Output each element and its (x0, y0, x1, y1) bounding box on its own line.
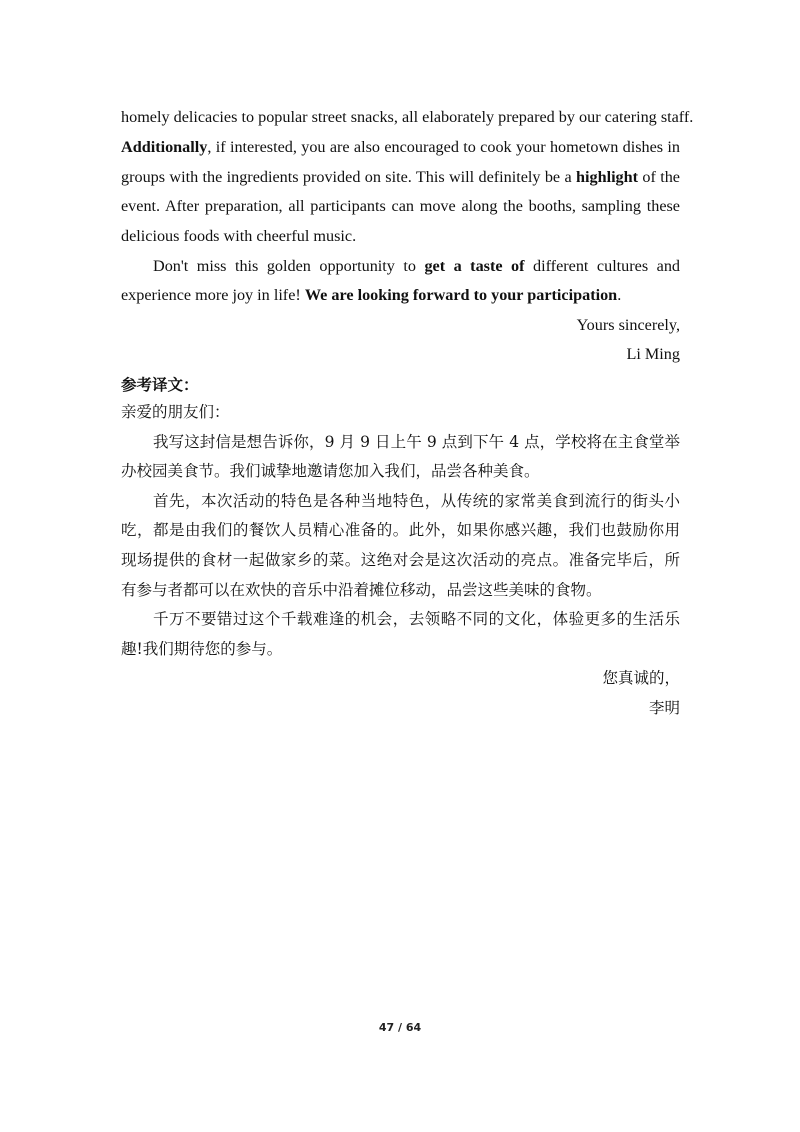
english-p1-line4: event. After preparation, all participants can move along the booths, sampling these (121, 197, 680, 215)
english-p1-line2 (121, 137, 680, 157)
bold-phrase-highlight: highlight (575, 168, 639, 186)
english-p1-line3 (121, 167, 680, 187)
english-p2-line2 (121, 285, 680, 305)
bold-phrase-get-a-taste-of: get a taste of (424, 257, 525, 275)
english-p2-line2-pre: experience more joy in life! (121, 286, 305, 304)
translation-p2-line2: 吃，都是由我们的餐饮人员精心准备的。此外，如果你感兴趣，我们也鼓励你用 (121, 521, 680, 539)
translation-p2-line1: 首先，本次活动的特色是各种当地特色，从传统的家常美食到流行的街头小 (153, 492, 680, 510)
english-p2-line1-pre: Don't miss this golden opportunity to (153, 257, 425, 275)
translation-closing: 您真诚的， (602, 669, 680, 687)
english-p2-line2-post: . (617, 286, 622, 304)
translation-p1-line1: 我写这封信是想告诉你，9 月 9 日上午 9 点到下午 4 点，学校将在主食堂举 (153, 433, 680, 451)
english-p1-line1: homely delicacies to popular street snacks, all elaborately prepared by our catering staff. (121, 108, 694, 126)
english-p1-line3-pre: groups with the ingredients provided on site. This will definitely be a (121, 168, 576, 186)
translation-p3-line1: 千万不要错过这个千载难逢的机会，去领略不同的文化，体验更多的生活乐 (153, 610, 680, 628)
page-number: 47 / 64 (378, 1021, 422, 1034)
english-p2-line1 (153, 256, 680, 276)
translation-p1-line2: 办校园美食节。我们诚挚地邀请您加入我们，品尝各种美食。 (121, 462, 540, 480)
english-closing: Yours sincerely, (576, 316, 680, 334)
translation-greeting: 亲爱的朋友们： (121, 403, 230, 421)
english-p1-line2-text: , if interested, you are also encouraged to cook your hometown dishes in (207, 138, 680, 156)
english-p2-line1-post: different cultures and (524, 257, 681, 275)
bold-phrase-looking-forward: We are looking forward to your participation (304, 286, 618, 304)
english-p1-line5: delicious foods with cheerful music. (121, 227, 357, 245)
english-signature: Li Ming (626, 345, 680, 363)
translation-p2-line3: 现场提供的食材一起做家乡的菜。这绝对会是这次活动的亮点。准备完毕后，所 (121, 551, 680, 569)
translation-signature: 李明 (648, 699, 680, 717)
bold-phrase-additionally: Additionally (121, 138, 208, 156)
english-p1-line3-post: of the (638, 168, 680, 186)
translation-p2-line4: 有参与者都可以在欢快的音乐中沿着摊位移动，品尝这些美味的食物。 (121, 581, 602, 599)
translation-p3-line2: 趣!我们期待您的参与。 (121, 640, 283, 658)
translation-heading: 参考译文： (121, 376, 199, 394)
